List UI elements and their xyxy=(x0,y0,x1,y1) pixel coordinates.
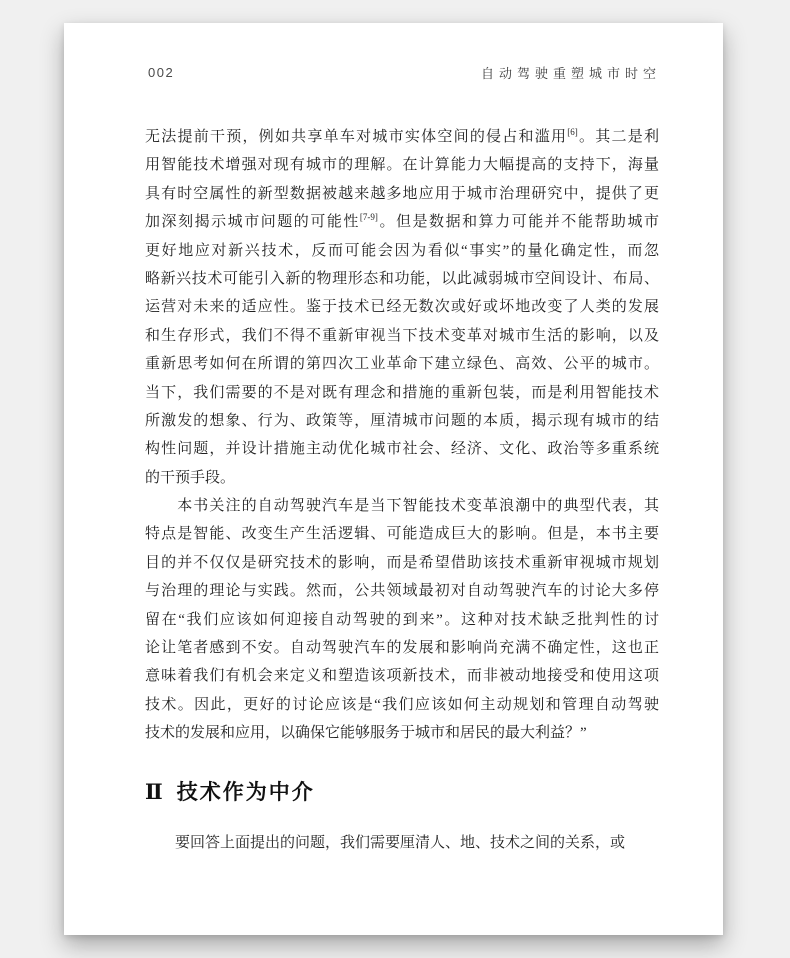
body-line: 当下，我们需要的不是对既有理念和措施的重新包装，而是利用智能技术 xyxy=(145,384,659,401)
body-line: 无法提前干预，例如共享单车对城市实体空间的侵占和滥用[6]。其二是利 xyxy=(145,127,659,145)
body-line: 要回答上面提出的问题，我们需要厘清人、地、技术之间的关系，或 xyxy=(145,834,626,851)
body-line: 留在“我们应该如何迎接自动驾驶的到来”。这种对技术缺乏批判性的讨 xyxy=(145,611,659,628)
section-title: 技术作为中介 xyxy=(176,779,315,804)
body-line: 加深刻揭示城市问题的可能性[7-9]。但是数据和算力可能并不能帮助城市 xyxy=(145,212,659,231)
citation-ref: [7-9] xyxy=(359,212,378,223)
body-line: 的干预手段。 xyxy=(145,469,236,486)
body-line: 特点是智能、改变生产生活逻辑、可能造成巨大的影响。但是，本书主要 xyxy=(145,526,659,543)
book-page xyxy=(64,23,723,935)
page-number: 002 xyxy=(148,64,175,80)
body-line: 目的并不仅仅是研究技术的影响，而是希望借助该技术重新审视城市规划 xyxy=(145,554,659,571)
paragraph xyxy=(145,492,659,748)
body-line: 重新思考如何在所谓的第四次工业革命下建立绿色、高效、公平的城市。 xyxy=(145,356,659,373)
citation-ref: [6] xyxy=(567,127,578,137)
body-line: 与治理的理论与实践。然而，公共领域最初对自动驾驶汽车的讨论大多停 xyxy=(145,583,659,600)
body-line: 技术的发展和应用，以确保它能够服务于城市和居民的最大利益？” xyxy=(145,725,587,742)
paragraph xyxy=(145,123,659,492)
body-line: 论让笔者感到不安。自动驾驶汽车的发展和影响尚充满不确定性，这也正 xyxy=(145,640,659,657)
body-line: 技术。因此，更好的讨论应该是“我们应该如何主动规划和管理自动驾驶 xyxy=(145,696,659,713)
page-body xyxy=(145,123,659,857)
section-heading xyxy=(145,777,659,807)
body-line: 用智能技术增强对现有城市的理解。在计算能力大幅提高的支持下，海量 xyxy=(145,157,659,174)
running-title: 自动驾驶重塑城市时空 xyxy=(480,65,661,81)
section-numeral: Ⅱ xyxy=(145,779,163,804)
body-line: 所激发的想象、行为、政策等，厘清城市问题的本质，揭示现有城市的结 xyxy=(145,412,659,429)
body-line: 运营对未来的适应性。鉴于技术已经无数次或好或坏地改变了人类的发展 xyxy=(145,299,659,316)
body-line: 略新兴技术可能引入新的物理形态和功能，以此减弱城市空间设计、布局、 xyxy=(145,270,659,287)
page-header xyxy=(148,63,661,81)
paragraph xyxy=(145,829,659,857)
body-line: 更好地应对新兴技术，反而可能会因为看似“事实”的量化确定性，而忽 xyxy=(145,242,659,259)
body-line: 具有时空属性的新型数据被越来越多地应用于城市治理研究中，提供了更 xyxy=(145,185,659,202)
body-line: 构性问题，并设计措施主动优化城市社会、经济、文化、政治等多重系统 xyxy=(145,441,659,458)
body-line: 本书关注的自动驾驶汽车是当下智能技术变革浪潮中的典型代表，其 xyxy=(145,498,659,515)
body-line: 意味着我们有机会来定义和塑造该项新技术，而非被动地接受和使用这项 xyxy=(145,668,659,685)
body-line: 和生存形式，我们不得不重新审视当下技术变革对城市生活的影响，以及 xyxy=(145,327,659,344)
